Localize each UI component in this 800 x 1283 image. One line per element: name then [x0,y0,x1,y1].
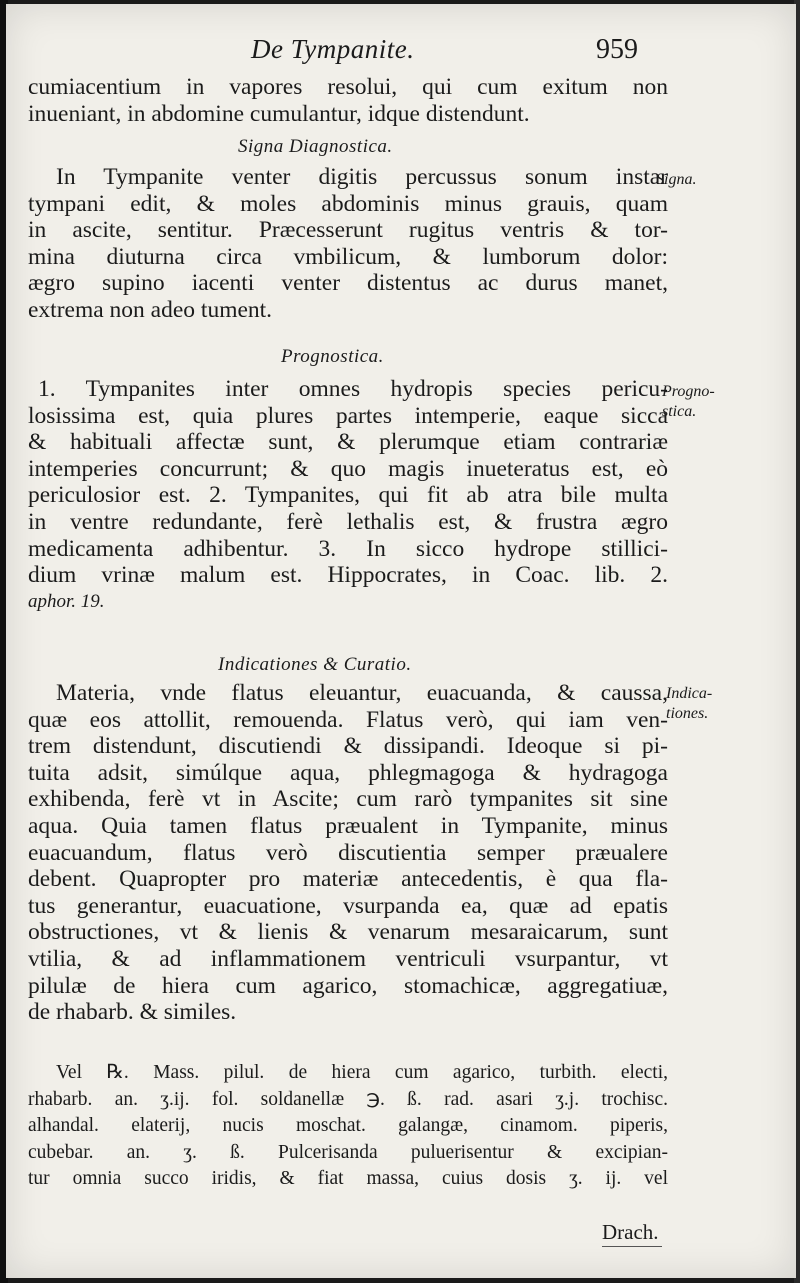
margin-note-prognostica [662,382,715,422]
text-line: trem distendunt, discutiendi & dissipandi. Ideoque si pi- [28,733,668,760]
text-line: In Tympanite venter digitis percussus sonum instar [56,164,668,190]
margin-note-line: tiones. [666,705,709,722]
text-line: cubebar. an. ʒ. ß. Pulcerisanda puluerisentur & excipian- [28,1141,668,1163]
text-line: intemperies concurrunt; & quo magis inueteratus est, eò [28,455,668,482]
text-line: debent. Quapropter pro materiæ antecedentis, è qua fla- [28,866,668,893]
text-line: pilulæ de hiera cum agarico, stomachicæ, aggregatiuæ, [28,972,668,999]
text-line: losissima est, quia plures partes intemperie, eaque sicca [28,402,668,429]
indicationes-paragraph [28,680,668,1026]
text-line: tuita adsit, simúlque aqua, phlegmagoga & hydragoga [28,759,668,786]
intro-paragraph [28,74,668,127]
running-title: De Tympanite. [251,34,415,64]
text-line: periculosior est. 2. Tympanites, qui fit ab atra bile multa [28,482,668,509]
margin-note-line: stica. [662,403,697,420]
section-heading-prognostica: Prognostica. [281,346,384,367]
text-line: in ascite, sentitur. Præcesserunt rugitus ventris & tor- [28,217,668,244]
signa-paragraph [28,164,668,324]
text-line: 1. Tympanites inter omnes hydropis species pericu- [38,376,668,402]
text-line: alhandal. elaterij, nucis moschat. galangæ, cinamom. piperis, [28,1115,668,1137]
margin-note-line: Indica- [666,685,713,702]
prognostica-paragraph [28,376,668,615]
section-heading-signa: Signa Diagnostica. [238,136,393,157]
section-heading-indicationes: Indicationes & Curatio. [218,654,412,675]
formula-paragraph [28,1060,668,1193]
margin-note-signa: Signa. [656,171,697,188]
text-line: medicamenta adhibentur. 3. In sicco hydrope stillici- [28,535,668,562]
catchword: Drach. [602,1220,659,1244]
text-line: dium vrinæ malum est. Hippocrates, in Coac. lib. 2. [28,562,668,589]
catchword-rule [602,1246,662,1247]
text-line: inueniant, in abdomine cumulantur, idque distendunt. [28,100,530,127]
text-line: & habituali affectæ sunt, & plerumque etiam contrariæ [28,429,668,456]
text-line: rhabarb. an. ʒ.ij. fol. soldanellæ ℈. ß. rad. asari ʒ.j. trochisc. [28,1088,668,1110]
page-number: 959 [596,34,638,65]
text-line: mina diuturna circa vmbilicum, & lumborum dolor: [28,243,668,270]
margin-note-indicationes [666,684,712,724]
text-line: cumiacentium in vapores resolui, qui cum exitum non [28,74,668,100]
text-line: quæ eos attollit, remouenda. Flatus verò, qui iam ven- [28,706,668,733]
text-line: aqua. Quia tamen flatus præualent in Tympanite, minus [28,812,668,839]
text-line: aphor. 19. [28,590,105,612]
text-line: euacuandum, flatus verò discutientia semper præualere [28,839,668,866]
text-line: exhibenda, ferè vt in Ascite; cum rarò tympanites sit sine [28,786,668,813]
text-line: ægro supino iacenti venter distentus ac durus manet, [28,270,668,297]
text-line: tympani edit, & moles abdominis minus grauis, quam [28,190,668,217]
margin-note-line: Progno- [662,383,715,400]
text-line: Vel ℞. Mass. pilul. de hiera cum agarico, turbith. electi, [56,1062,668,1083]
text-line: extrema non adeo tument. [28,296,273,323]
text-line: tur omnia succo iridis, & fiat massa, cuius dosis ʒ. ij. vel [28,1168,668,1190]
text-line: obstructiones, vt & lienis & venarum mesaraicarum, sunt [28,919,668,946]
text-line: de rhabarb. & similes. [28,999,237,1026]
text-line: tus generantur, euacuatione, vsurpanda ea, quæ ad epatis [28,892,668,919]
text-line: in ventre redundante, ferè lethalis est, & frustra ægro [28,508,668,535]
text-line: Materia, vnde flatus eleuantur, euacuanda, & caussa, [56,680,668,706]
book-page [6,4,796,1278]
text-line: vtilia, & ad inflammationem ventriculi vsurpantur, vt [28,945,668,972]
page-header [6,34,796,68]
